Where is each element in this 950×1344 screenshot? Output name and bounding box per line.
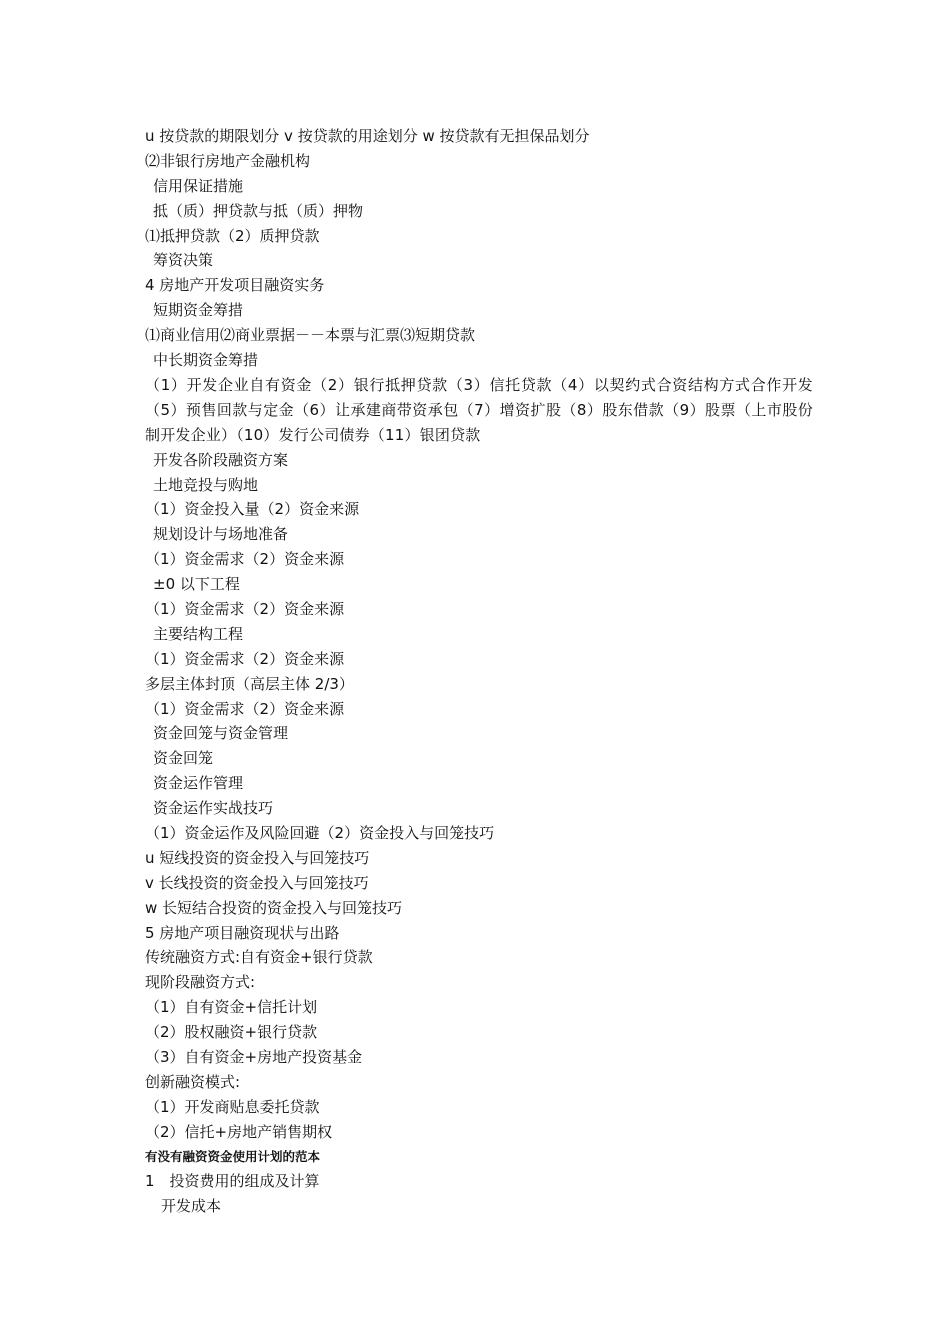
- text-line: ±0 以下工程: [153, 575, 240, 594]
- text-line: 4 房地产开发项目融资实务: [145, 276, 325, 295]
- text-line: 规划设计与场地准备: [153, 525, 289, 544]
- text-line: 土地竞投与购地: [153, 475, 259, 494]
- text-line: 5 房地产项目融资现状与出路: [145, 923, 340, 942]
- text-line: （2）股权融资+银行贷款: [145, 1023, 318, 1042]
- text-line: 创新融资模式:: [145, 1072, 241, 1091]
- text-line: 现阶段融资方式:: [145, 973, 256, 992]
- text-line: w 长短结合投资的资金投入与回笼技巧: [145, 898, 403, 917]
- text-line: （1）资金需求（2）资金来源: [145, 649, 345, 668]
- text-line: ⑴抵押贷款（2）质押贷款: [145, 226, 320, 245]
- document-body: [145, 124, 813, 1219]
- text-line: v 长线投资的资金投入与回笼技巧: [145, 873, 369, 892]
- text-line: （1）资金需求（2）资金来源: [145, 699, 345, 718]
- text-line: 资金运作实战技巧: [153, 799, 274, 818]
- text-line: 开发各阶段融资方案: [153, 450, 289, 469]
- text-line: （1）资金投入量（2）资金来源: [145, 500, 360, 519]
- text-line: （3）自有资金+房地产投资基金: [145, 1048, 363, 1066]
- text-line: （1）资金运作及风险回避（2）资金投入与回笼技巧: [145, 823, 495, 842]
- text-line: 中长期资金筹措: [153, 351, 259, 370]
- text-line: 主要结构工程: [153, 624, 244, 643]
- text-line: （1）开发商贴息委托贷款: [145, 1097, 320, 1116]
- text-line: （1）自有资金+信托计划: [145, 998, 318, 1017]
- text-line: ⑵非银行房地产金融机构: [145, 151, 311, 170]
- text-line: u 按贷款的期限划分 v 按贷款的用途划分 w 按贷款有无担保品划分: [145, 127, 590, 145]
- section-heading: 有没有融资资金使用计划的范本: [145, 1148, 321, 1164]
- text-line: （1）开发企业自有资金（2）银行抵押贷款（3）信托贷款（4）以契约式合资结构方式合作开发（5）预售回款与定金（6）让承建商带资承包（7）增资扩股（8）股东借款（9）股票（上市股份制开发企业）（10）发行公司债券（11）银团贷款: [145, 375, 813, 444]
- text-line: 资金回笼与资金管理: [153, 724, 289, 743]
- text-line: （1）资金需求（2）资金来源: [145, 599, 345, 618]
- text-line: 抵（质）押贷款与抵（质）押物: [153, 201, 364, 220]
- text-line: 筹资决策: [153, 251, 214, 270]
- text-line: ⑴商业信用⑵商业票据－－本票与汇票⑶短期贷款: [145, 326, 476, 345]
- text-line: 多层主体封顶（高层主体 2/3）: [145, 674, 354, 693]
- text-line: （1）资金需求（2）资金来源: [145, 550, 345, 569]
- text-line: u 短线投资的资金投入与回笼技巧: [145, 848, 370, 867]
- text-line: 资金运作管理: [153, 774, 244, 793]
- text-line: （2）信托+房地产销售期权: [145, 1122, 333, 1141]
- text-line: 短期资金筹措: [153, 301, 244, 320]
- text-line: 信用保证措施: [153, 176, 244, 195]
- text-line: 资金回笼: [153, 749, 214, 768]
- text-line: 传统融资方式:自有资金+银行贷款: [145, 948, 373, 967]
- text-line: 开发成本: [161, 1197, 222, 1216]
- text-line: 1 投资费用的组成及计算: [145, 1172, 320, 1191]
